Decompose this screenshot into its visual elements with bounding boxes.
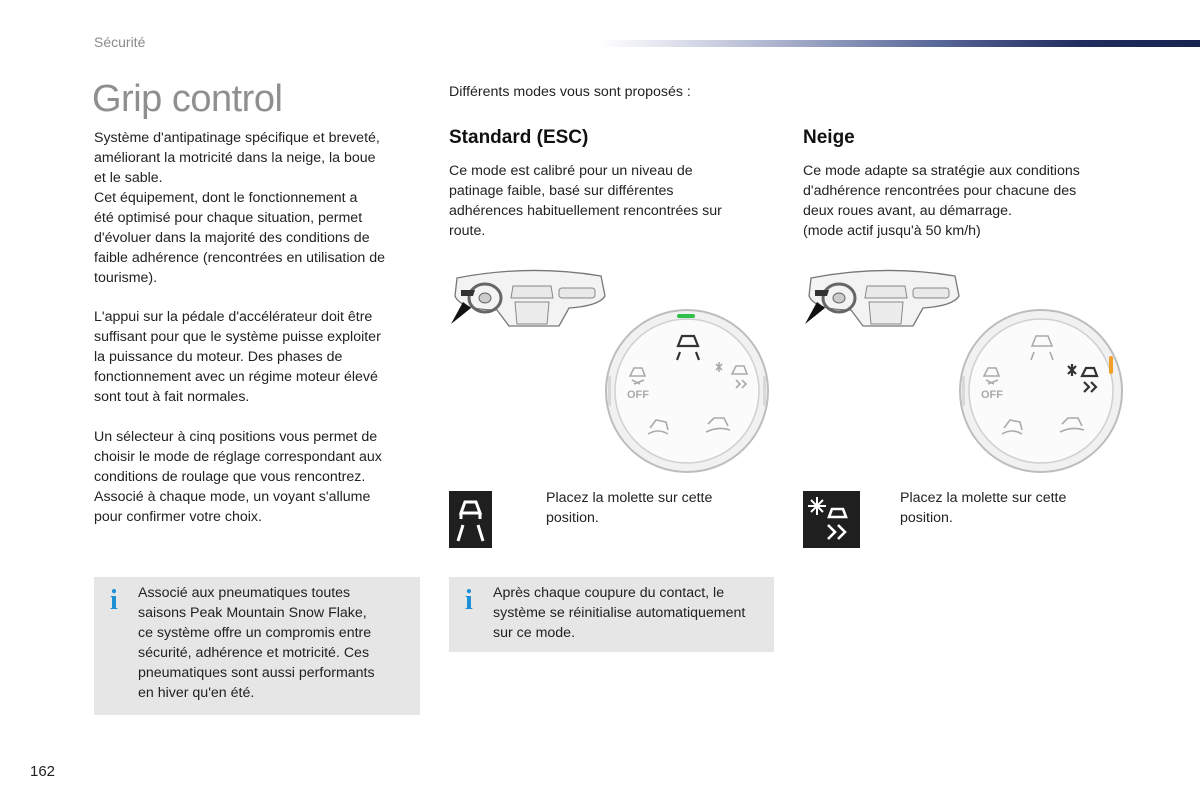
line: choisir le mode de réglage correspondant aux: [94, 449, 382, 465]
line: suffisant pour que le système puisse exploiter: [94, 329, 381, 345]
line: position.: [546, 510, 599, 526]
line: deux roues avant, au démarrage.: [803, 203, 1013, 219]
tyre-info-note: [94, 577, 420, 715]
line: Placez la molette sur cette: [900, 490, 1067, 506]
active-indicator: [677, 314, 695, 318]
dashboard-illustration-standard: [449, 266, 609, 330]
line: et le sable.: [94, 170, 163, 186]
line: sur ce mode.: [493, 625, 576, 641]
line: en hiver qu'en été.: [138, 685, 255, 701]
line: patinage faible, basé sur différentes: [449, 183, 674, 199]
line: d'évoluer dans la majorité des conditions de: [94, 230, 370, 246]
header-bar: [600, 40, 1200, 47]
line: la puissance du moteur. Des phases de: [94, 349, 343, 365]
note-text: [493, 583, 745, 643]
line: Associé à chaque mode, un voyant s'allume: [94, 489, 371, 505]
line: d'adhérence rencontrées pour chacune des: [803, 183, 1077, 199]
line: sont tout à fait normales.: [94, 389, 250, 405]
snow-mode-icon: [803, 491, 860, 548]
active-indicator: [1109, 356, 1113, 374]
mode-selector-knob-standard: [604, 308, 770, 474]
line: Ce mode adapte sa stratégie aux conditions: [803, 163, 1080, 179]
off-label: OFF: [981, 389, 1003, 401]
standard-mode-icon: [449, 491, 492, 548]
line: L'appui sur la pédale d'accélérateur doit être: [94, 309, 373, 325]
off-label: OFF: [627, 389, 649, 401]
line: Système d'antipatinage spécifique et breveté,: [94, 130, 380, 146]
line: Placez la molette sur cette: [546, 490, 713, 506]
page-number: 162: [30, 763, 56, 780]
snow-instruction: [900, 488, 1066, 528]
line: adhérences habituellement rencontrées sur: [449, 203, 722, 219]
accelerator-paragraph: [94, 307, 419, 407]
line: tourisme).: [94, 270, 158, 286]
line: Un sélecteur à cinq positions vous permet de: [94, 429, 378, 445]
mode-selector-knob-snow: [958, 308, 1124, 474]
line: Associé aux pneumatiques toutes: [138, 585, 351, 601]
line: Cet équipement, dont le fonctionnement a: [94, 190, 358, 206]
line: sécurité, adhérence et motricité. Ces: [138, 645, 370, 661]
line: saisons Peak Mountain Snow Flake,: [138, 605, 367, 621]
snow-description: [803, 161, 1133, 241]
info-icon: i: [110, 585, 118, 616]
line: (mode actif jusqu'à 50 km/h): [803, 223, 981, 239]
line: Après chaque coupure du contact, le: [493, 585, 725, 601]
dashboard-illustration-snow: [803, 266, 963, 330]
section-label: Sécurité: [94, 34, 146, 50]
line: pour confirmer votre choix.: [94, 509, 262, 525]
note-text: [138, 583, 375, 703]
line: pneumatiques sont aussi performants: [138, 665, 375, 681]
line: route.: [449, 223, 486, 239]
page-title: Grip control: [92, 78, 283, 120]
line: système se réinitialise automatiquement: [493, 605, 746, 621]
snow-heading: Neige: [803, 127, 855, 148]
standard-instruction: [546, 488, 712, 528]
line: été optimisé pour chaque situation, permet: [94, 210, 363, 226]
line: améliorant la motricité dans la neige, la boue: [94, 150, 376, 166]
line: ce système offre un compromis entre: [138, 625, 372, 641]
modes-intro: Différents modes vous sont proposés :: [449, 84, 691, 100]
intro-paragraph: [94, 128, 419, 288]
reset-info-note: [449, 577, 774, 652]
line: Ce mode est calibré pour un niveau de: [449, 163, 693, 179]
selector-paragraph: [94, 427, 419, 527]
info-icon: i: [465, 585, 473, 616]
line: position.: [900, 510, 953, 526]
line: conditions de roulage que vous rencontrez.: [94, 469, 366, 485]
line: faible adhérence (rencontrées en utilisation de: [94, 250, 386, 266]
line: fonctionnement avec un régime moteur élevé: [94, 369, 378, 385]
standard-description: [449, 161, 774, 241]
standard-heading: Standard (ESC): [449, 127, 589, 148]
